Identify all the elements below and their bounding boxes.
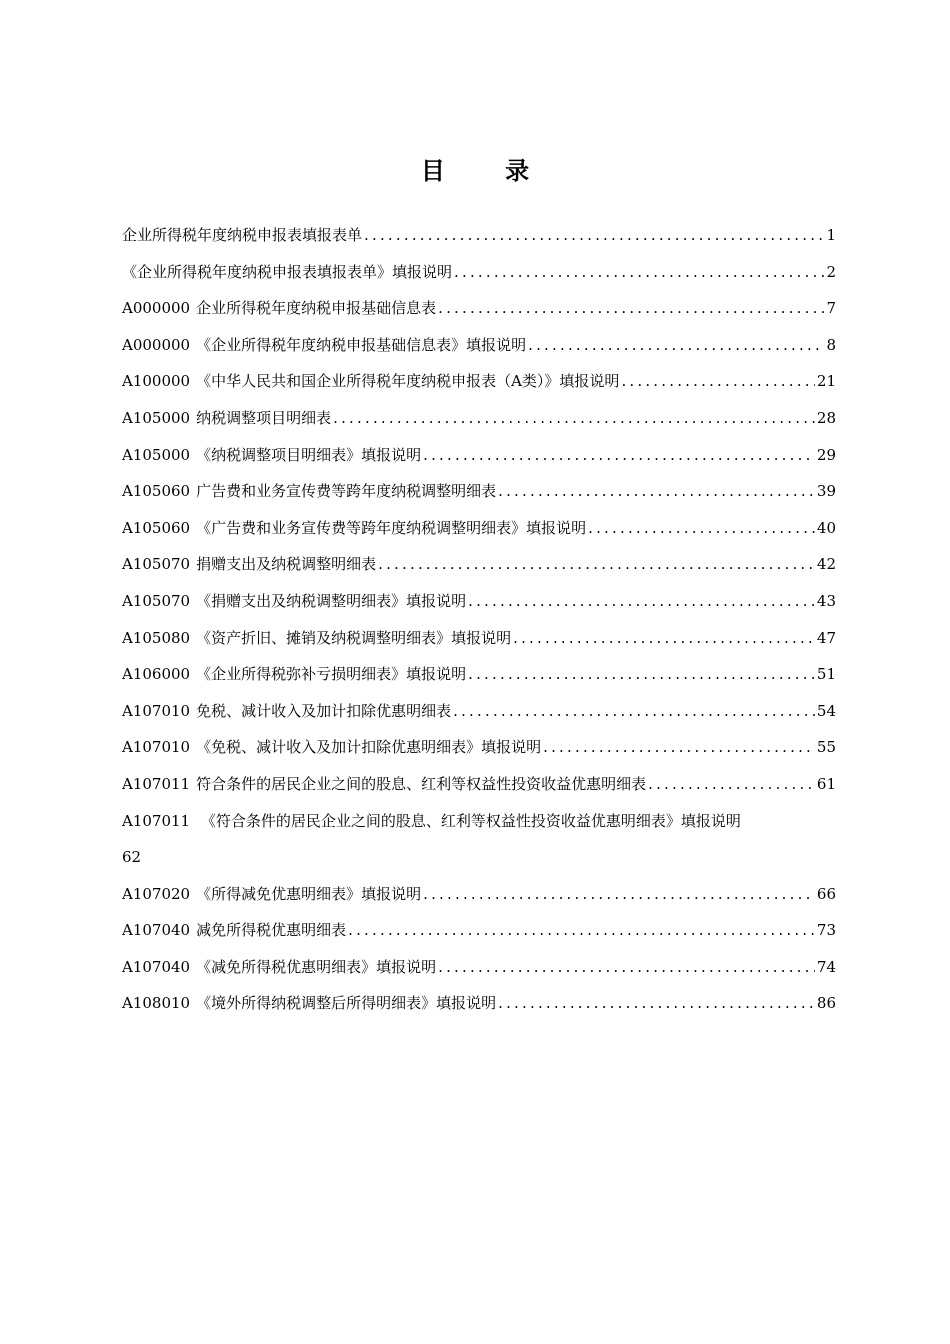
toc-entry-page: 55 [816,738,836,757]
toc-entry-page: 61 [816,774,836,793]
toc-entry-leader [498,992,815,1014]
toc-heading: 目 录 [420,156,556,185]
toc-entry-page: 39 [816,482,836,501]
toc-entry-title: 减免所得税优惠明细表 [196,921,347,940]
toc-entry-page: 28 [816,408,836,427]
toc-entry-code: A107040 [122,957,191,976]
toc-entry-title: 《减免所得税优惠明细表》填报说明 [196,957,437,976]
toc-entry-leader [378,553,815,575]
toc-entry-page: 47 [816,628,836,647]
toc-entry-code: A107010 [122,701,191,720]
toc-entry-leader [423,883,815,905]
toc-entry-leader [454,261,824,283]
toc-entry-code: A107040 [122,921,191,940]
toc-entry-code: A000000 [122,299,191,318]
toc-entry[interactable] [122,919,836,956]
toc-entry-leader [468,590,815,612]
toc-entry-code: A105070 [122,591,191,610]
toc-entry[interactable] [122,773,836,810]
toc-entry[interactable] [122,663,836,700]
toc-entry-leader [423,444,815,466]
toc-entry[interactable] [122,224,836,261]
toc-entry-leader [438,297,824,319]
toc-entry-title: 《企业所得税年度纳税申报表填报表单》填报说明 [122,262,453,281]
toc-entry-page: 66 [816,884,836,903]
toc-entry-code: A107011 [122,811,191,830]
toc-entry-title: 《境外所得纳税调整后所得明细表》填报说明 [196,994,497,1013]
toc-list [122,224,836,1029]
toc-entry[interactable] [122,517,836,554]
toc-entry-leader [588,517,815,539]
toc-entry-leader [468,663,815,685]
toc-entry-page: 86 [816,994,836,1013]
toc-entry-leader [513,627,815,649]
toc-entry-page: 7 [826,299,836,318]
toc-entry-page: 54 [816,701,836,720]
toc-entry-page: 21 [816,372,836,391]
toc-entry[interactable] [122,297,836,334]
toc-entry[interactable] [122,700,836,737]
toc-entry-leader [364,224,824,246]
toc-entry-code: A105060 [122,482,191,501]
toc-entry-code: A105060 [122,518,191,537]
toc-entry-title: 《符合条件的居民企业之间的股息、红利等权益性投资收益优惠明细表》填报说明 [200,811,741,830]
toc-entry-leader [453,700,815,722]
toc-entry[interactable] [122,407,836,444]
toc-entry-leader [498,480,815,502]
toc-entry-code: A107020 [122,884,191,903]
toc-entry-code: A100000 [122,372,191,391]
toc-entry-page: 2 [826,262,836,281]
toc-entry[interactable] [122,553,836,590]
toc-entry-title: 广告费和业务宣传费等跨年度纳税调整明细表 [196,482,497,501]
toc-entry-title: 《捐赠支出及纳税调整明细表》填报说明 [196,591,467,610]
toc-entry[interactable] [122,736,836,773]
toc-entry-page: 73 [816,921,836,940]
toc-entry-title: 纳税调整项目明细表 [196,408,332,427]
toc-entry-leader [543,736,815,758]
toc-entry-code: A105000 [122,408,191,427]
toc-entry-code: A107010 [122,738,191,757]
toc-entry-leader [528,334,824,356]
toc-entry-leader [333,407,815,429]
toc-entry-line [122,810,836,847]
toc-entry-title: 符合条件的居民企业之间的股息、红利等权益性投资收益优惠明细表 [196,774,647,793]
toc-entry-page: 8 [826,335,836,354]
toc-entry[interactable] [122,370,836,407]
toc-entry[interactable] [122,810,836,883]
toc-entry[interactable] [122,627,836,664]
toc-entry-page: 40 [816,518,836,537]
toc-entry-title: 《企业所得税弥补亏损明细表》填报说明 [196,665,467,684]
toc-entry-title: 免税、减计收入及加计扣除优惠明细表 [196,701,452,720]
toc-entry[interactable] [122,444,836,481]
toc-entry-leader [648,773,815,795]
toc-entry-leader [348,919,815,941]
toc-entry-leader [621,370,814,392]
toc-entry-leader [438,956,815,978]
toc-entry-title: 《所得减免优惠明细表》填报说明 [196,884,422,903]
toc-entry-title: 捐赠支出及纳税调整明细表 [196,555,377,574]
toc-entry-title: 《广告费和业务宣传费等跨年度纳税调整明细表》填报说明 [196,518,587,537]
toc-entry[interactable] [122,480,836,517]
toc-entry-title: 企业所得税年度纳税申报表填报表单 [122,226,363,244]
toc-entry-title: 企业所得税年度纳税申报基础信息表 [196,299,437,318]
toc-entry[interactable] [122,261,836,298]
toc-entry-code: A105080 [122,628,191,647]
toc-entry-page: 51 [816,665,836,684]
toc-entry[interactable] [122,992,836,1029]
toc-entry[interactable] [122,883,836,920]
toc-entry-page: 42 [816,555,836,574]
toc-entry-page: 1 [826,226,836,244]
toc-entry-title: 《免税、减计收入及加计扣除优惠明细表》填报说明 [196,738,542,757]
toc-entry[interactable] [122,590,836,627]
toc-entry[interactable] [122,956,836,993]
toc-entry-page: 74 [816,957,836,976]
toc-entry-code: A108010 [122,994,191,1013]
toc-entry-code: A105000 [122,445,191,464]
toc-entry-title: 《中华人民共和国企业所得税年度纳税申报表（A类）》填报说明 [196,372,620,391]
toc-entry-code: A105070 [122,555,191,574]
toc-entry-title: 《资产折旧、摊销及纳税调整明细表》填报说明 [196,628,512,647]
toc-entry-page: 43 [816,591,836,610]
toc-entry-code: A107011 [122,774,191,793]
toc-entry-title: 《纳税调整项目明细表》填报说明 [196,445,422,464]
toc-entry-title: 《企业所得税年度纳税申报基础信息表》填报说明 [196,335,527,354]
toc-entry[interactable] [122,334,836,371]
toc-entry-code: A000000 [122,335,191,354]
toc-entry-page: 62 [122,848,142,867]
toc-entry-page: 29 [816,445,836,464]
toc-entry-code: A106000 [122,665,191,684]
